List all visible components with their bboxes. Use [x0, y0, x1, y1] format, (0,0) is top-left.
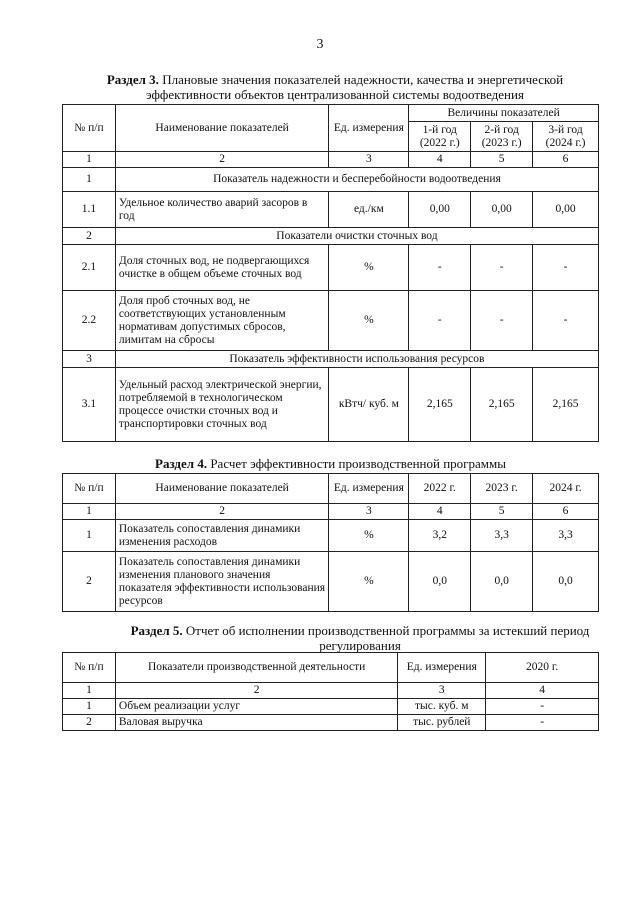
row-unit: тыс. рублей	[398, 715, 486, 731]
row-value: -	[409, 245, 471, 291]
group-num: 2	[63, 228, 116, 245]
section3-title	[60, 72, 610, 102]
row-value: -	[471, 291, 533, 351]
section4-title-bold: Раздел 4.	[155, 456, 208, 471]
group-title: Показатель надежности и бесперебойности водоотведения	[115, 168, 598, 192]
row-num: 1	[63, 699, 116, 715]
row-value: 3,2	[409, 520, 471, 552]
row-num: 2.1	[63, 245, 116, 291]
table-row	[63, 368, 599, 442]
row-num: 3.1	[63, 368, 116, 442]
header-unit: Ед. измерения	[398, 653, 486, 683]
col-number: 4	[409, 504, 471, 520]
col-number: 3	[398, 683, 486, 699]
row-name: Показатель сопоставления динамики изменения расходов	[115, 520, 329, 552]
row-value: 2,165	[409, 368, 471, 442]
header-year3: 2024 г.	[533, 474, 599, 504]
table-row	[63, 192, 599, 228]
table-row	[63, 715, 599, 731]
header-year1: 1-й год (2022 г.)	[409, 122, 471, 152]
section5-table	[62, 652, 599, 731]
section4-title	[62, 456, 599, 471]
row-name: Доля проб сточных вод, не соответствующих установленным нормативам допустимых сбросов, лимитам на сбросы	[115, 291, 329, 351]
row-value: 0,00	[409, 192, 471, 228]
row-num: 1	[63, 520, 116, 552]
page-number: 3	[316, 37, 324, 52]
group-title: Показатели очистки сточных вод	[115, 228, 598, 245]
table-row	[63, 552, 599, 612]
header-unit: Ед. измерения	[329, 105, 409, 152]
row-name: Удельное количество аварий засоров в год	[115, 192, 329, 228]
row-value: -	[409, 291, 471, 351]
col-number: 2	[115, 504, 329, 520]
row-unit: %	[329, 291, 409, 351]
header-year2: 2-й год (2023 г.)	[471, 122, 533, 152]
row-value: 0,0	[471, 552, 533, 612]
col-number: 1	[63, 683, 116, 699]
row-value: 2,165	[533, 368, 599, 442]
row-value: 0,0	[409, 552, 471, 612]
header-num: № п/п	[63, 105, 116, 152]
row-value: 3,3	[471, 520, 533, 552]
row-unit: %	[329, 245, 409, 291]
header-name: Наименование показателей	[115, 474, 329, 504]
col-number: 1	[63, 504, 116, 520]
col-number: 2	[115, 152, 329, 168]
section3-title-bold: Раздел 3.	[106, 72, 159, 87]
header-year3: 3-й год (2024 г.)	[533, 122, 599, 152]
row-name: Удельный расход электрической энергии, потребляемой в технологическом процессе очистки сточных вод и транспортировки сточных вод	[115, 368, 329, 442]
table-row	[63, 245, 599, 291]
row-name: Объем реализации услуг	[115, 699, 397, 715]
row-value: -	[471, 245, 533, 291]
row-value: -	[486, 699, 599, 715]
header-num: № п/п	[63, 653, 116, 683]
col-number: 4	[409, 152, 471, 168]
col-number: 2	[115, 683, 397, 699]
row-value: 0,00	[533, 192, 599, 228]
row-name: Валовая выручка	[115, 715, 397, 731]
header-year1: 2022 г.	[409, 474, 471, 504]
row-num: 1.1	[63, 192, 116, 228]
table-row	[63, 520, 599, 552]
col-number: 6	[533, 504, 599, 520]
header-year1: 2020 г.	[486, 653, 599, 683]
row-num: 2.2	[63, 291, 116, 351]
header-year2: 2023 г.	[471, 474, 533, 504]
section3-table	[62, 104, 599, 442]
col-number: 3	[329, 152, 409, 168]
row-value: -	[533, 245, 599, 291]
row-value: -	[533, 291, 599, 351]
row-unit: %	[329, 520, 409, 552]
section4-title-text: Расчет эффективности производственной программы	[210, 456, 506, 471]
header-name: Показатели производственной деятельности	[115, 653, 397, 683]
row-unit: %	[329, 552, 409, 612]
row-num: 2	[63, 715, 116, 731]
row-name: Показатель сопоставления динамики изменения планового значения показателя эффективности использования ресурсов	[115, 552, 329, 612]
row-name: Доля сточных вод, не подвергающихся очистке в общем объеме сточных вод	[115, 245, 329, 291]
table-row	[63, 291, 599, 351]
header-name: Наименование показателей	[115, 105, 329, 152]
col-number: 5	[471, 504, 533, 520]
section3-title-line1: Плановые значения показателей надежности, качества и энергетической	[162, 72, 564, 87]
row-num: 2	[63, 552, 116, 612]
row-value: 3,3	[533, 520, 599, 552]
section5-title	[110, 623, 610, 653]
section3-title-line2: эффективности объектов централизованной системы водоотведения	[146, 87, 524, 102]
group-num: 3	[63, 351, 116, 368]
section5-title-line1: Отчет об исполнении производственной программы за истекший период	[185, 623, 590, 638]
section5-title-bold: Раздел 5.	[130, 623, 183, 638]
section5-title-line2: регулирования	[319, 638, 401, 653]
col-number: 4	[486, 683, 599, 699]
row-unit: кВтч/ куб. м	[329, 368, 409, 442]
col-number: 5	[471, 152, 533, 168]
header-unit: Ед. измерения	[329, 474, 409, 504]
row-value: -	[486, 715, 599, 731]
col-number: 3	[329, 504, 409, 520]
col-number: 1	[63, 152, 116, 168]
table-row	[63, 699, 599, 715]
row-value: 0,00	[471, 192, 533, 228]
col-number: 6	[533, 152, 599, 168]
header-values-group: Величины показателей	[409, 105, 599, 122]
row-unit: тыс. куб. м	[398, 699, 486, 715]
row-unit: ед./км	[329, 192, 409, 228]
row-value: 0,0	[533, 552, 599, 612]
header-num: № п/п	[63, 474, 116, 504]
section4-table	[62, 473, 599, 612]
row-value: 2,165	[471, 368, 533, 442]
group-num: 1	[63, 168, 116, 192]
group-title: Показатель эффективности использования ресурсов	[115, 351, 598, 368]
